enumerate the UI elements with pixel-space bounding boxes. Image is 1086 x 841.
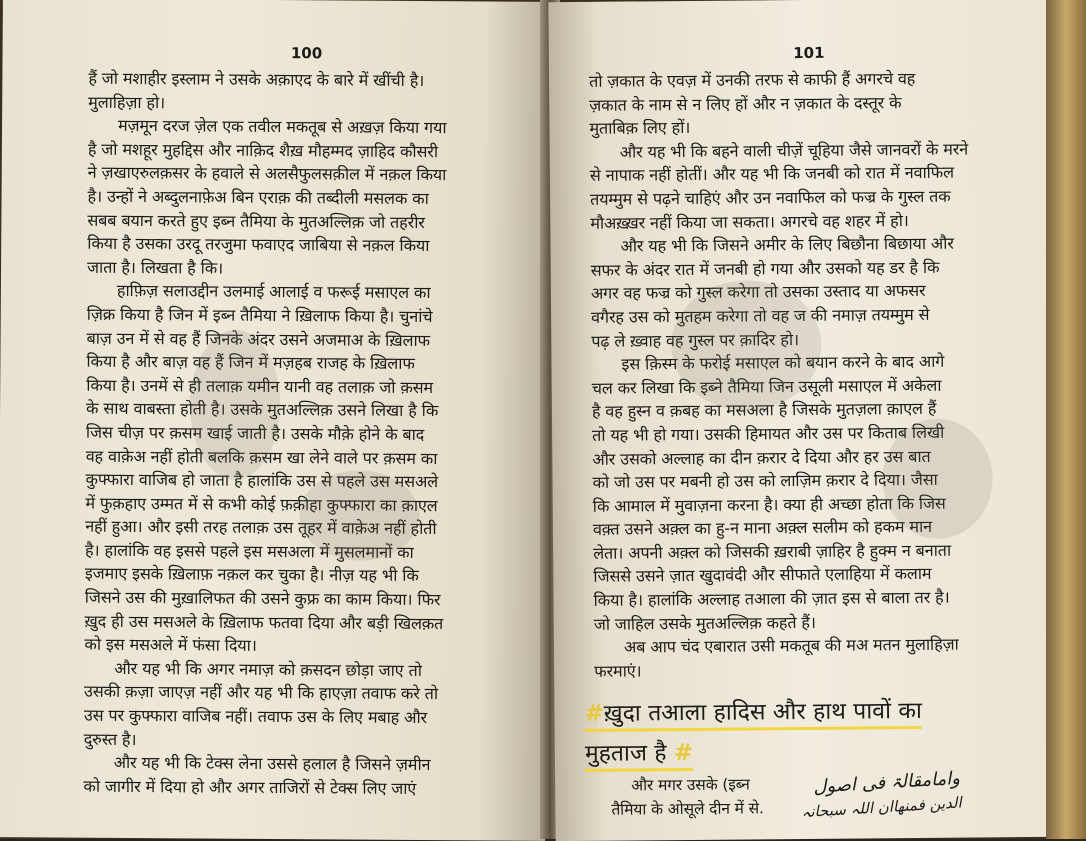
text-line: हैं जो मशाहीर इस्लाम ने उसके अक़ाएद के बारे में खींची है।: [88, 68, 425, 91]
text-line: तैमिया के ओसूले दीन में से.: [611, 799, 764, 819]
text-line: नहीं हुआ। और इसी तरह तलाक़ उस तूहर में वाक़ेअ नहीं होती: [85, 516, 437, 539]
text-line: से नापाक नहीं होतीं। और यह भी कि जनबी को रात में नवाफिल: [589, 163, 954, 186]
handwritten-urdu-line: الدین فمنھاان اللہ سبحانہ: [800, 793, 963, 822]
text-line: सफर के अंदर रात में जनबी हो गया और उसको यह डर है कि: [590, 257, 940, 280]
text-line: वगैरह उस को मुतहम करेगा तो वह ज की नमाज़ तयम्मुम से: [591, 304, 930, 327]
text-line: को जो उस पर मबनी हो उस को लाज़िम क़रार दे दिया। जैसा: [592, 469, 938, 492]
text-line: दुरुस्त है।: [83, 729, 137, 749]
text-line: और यह भी कि टेक्स लेना उससे हलाल है जिसने ज़मीन: [113, 753, 431, 775]
text-line: को इस मसअले में फंसा दिया।: [84, 634, 257, 656]
text-line: किया है। उनमें से ही तलाक़ यमीन यानी वह तलाक़ जो क़सम: [86, 375, 434, 397]
text-line: किया है उसका उरदू तरजुमा फवाएद जाबिया से नक़ल किया: [87, 233, 430, 256]
section-heading-cont: [585, 733, 1035, 771]
text-line: तो ज़कात के एवज़ में उनकी तरफ से काफी हैं अगरचे वह: [588, 68, 916, 91]
highlight-hash-mark: #: [673, 740, 694, 767]
text-line: वक़्त उसने अक़्ल का हु-न माना अक़्ल सलीम को हकम मान: [592, 517, 933, 540]
text-line: अगर वह फज्र को गुस्ल करेगा तो उसका उस्ताद या अफसर: [590, 281, 926, 304]
right-page-text: [589, 66, 1034, 683]
text-line: इजमाए इसके ख़िलाफ़ नक़ल कर चुका है। नीज़ यह भी कि: [84, 564, 419, 586]
text-line: कुफ्फारा वाजिब हो जाता है हालांकि उस से पहले उस मसअले: [85, 469, 439, 492]
text-line: जो जाहिल उसके मुतअल्लिक़ कहते हैं।: [593, 612, 816, 634]
text-line: लेता। अपनी अक़्ल को जिसकी ख़राबी ज़ाहिर है हुक्म न बनाता: [593, 540, 952, 563]
text-line: जाता है। लिखता है कि।: [86, 257, 224, 278]
text-line: बाज़ उन में से वह हैं जिनके अंदर उसने अजमाअ के ख़िलाफ: [86, 328, 430, 350]
text-line: जिससे उसने ज़ात खुदावंदी और सीफाते एलाहिया में कलाम: [593, 564, 932, 587]
text-line: को जागीर में दिया हो और अगर ताजिरों से टेक्स लिए जाएं: [83, 776, 417, 798]
text-line: मुलाहिज़ा हो।: [88, 92, 166, 112]
text-line: चल कर लिखा कि इब्ने तैमिया जिन उसूली मसाएल में अकेला: [591, 375, 942, 398]
right-page: [548, 0, 1055, 841]
page-number: 100: [290, 44, 323, 63]
text-line: मज़मून दरज ज़ेल एक तवील मकतूब से अख़ज़ किया गया: [117, 116, 447, 138]
text-line: उस पर कुफ्फारा वाजिब नहीं। तवाफ उस के लिए मबाह और: [83, 705, 428, 728]
highlight-hash-mark: #: [584, 701, 604, 728]
text-line: जिसने उस की मुख़ालिफत की उसने कुफ्र का काम किया। फिर: [84, 587, 441, 610]
handwritten-urdu-line: وامامقالۃ فی اصول: [812, 768, 961, 799]
page-number: 101: [793, 43, 825, 63]
text-line: मुताबिक़ लिए हों।: [589, 118, 691, 139]
text-line: उसकी क़ज़ा जाएज़ नहीं और यह भी कि हाएज़ा तवाफ करे तो: [84, 682, 439, 704]
text-line: है। उन्हों ने अब्दुलनाफ़ेअ बिन एराक़ की तब्दीली मसलक का: [87, 186, 429, 209]
section-heading: [584, 693, 1034, 731]
text-line: और यह भी कि अगर नमाज़ को क़सदन छोड़ा जाए तो: [114, 658, 422, 680]
text-line: किया है और बाज़ वह हैं जिन में मज़हब राजह के ख़िलाफ: [86, 351, 415, 374]
text-line: और यह भी कि जिसने अमीर के लिए बिछौना बिछाया और: [620, 233, 954, 256]
text-line: मौअख़्ख़र नहीं किया जा सकता। अगरचे वह शहर में हो।: [590, 210, 909, 233]
text-line: और यह भी कि बहने वाली चीज़ें चूहिया जैसे जानवरों के मरने: [619, 139, 969, 162]
text-line: ने ज़खाएरुलक़सर के हवाले से अलसैफुलसक़ील में नक़ल किया: [87, 163, 447, 185]
text-line: तो यह भी हो गया। उसकी हिमायत और उस पर किताब लिखी: [592, 422, 945, 445]
text-line: है। हालांकि वह इससे पहले इस मसअला में मुसलमानों का: [85, 540, 414, 562]
text-line: जिस चीज़ पर क़सम खाई जाती है। उसके मौक़े होने के बाद: [85, 422, 425, 444]
heading-line-1: ख़ुदा तआला हादिस और हाथ पावों का: [603, 698, 923, 728]
text-line: है वह हुस्न व क़बह का मसअला है जिसके मुतज़ला क़ाएल हैं: [591, 399, 937, 422]
text-line: है जो मशहूर मुहद्दिस और नाक़िद शैख़ मौहम्मद ज़ाहिद कौसरी: [87, 139, 439, 161]
text-line: में फुक़हाए उम्मत में से कभी कोई फ़क़ीहा कुफ्फारा का क़ाएल: [85, 493, 438, 515]
text-line: इस क़िस्म के फरोई मसाएल को बयान करने के बाद आगे: [621, 351, 945, 374]
text-line: ज़कात के नाम से न लिए हों और न ज़कात के दस्तूर के: [589, 92, 902, 115]
text-line: पढ़ ले ख़्वाह वह गुस्ल पर क़ादिर हो।: [591, 329, 800, 351]
text-line: हाफ़िज़ सलाउद्दीन उलमाई आलाई व फरूई मसाएल का: [116, 281, 431, 303]
text-line: वह वाक़ेअ नहीं होती बलकि क़सम खा लेने वाले पर क़सम का: [85, 446, 438, 468]
book-edge: [1046, 0, 1086, 839]
text-line: और मगर उसके (इब्न: [631, 775, 750, 795]
text-line: और उसको अल्लाह का दीन क़रार दे दिया और हर उस बात: [592, 446, 931, 469]
text-line: किया है। हालांकि अल्लाह तआला की ज़ात इस से बाला तर है।: [593, 587, 950, 610]
heading-line-2: मुहताज है: [584, 740, 667, 768]
text-line: कि आमाल में मुवाज़ना करना है। क्या ही अच्छा होता कि जिस: [592, 493, 946, 516]
text-line: अब आप चंद एबारात उसी मकतूब की मअ मतन मुलाहिज़ा: [623, 634, 959, 657]
text-line: सबब बयान करते हुए इब्न तैमिया के मुतअल्लिक़ जो तहरीर: [87, 210, 425, 232]
text-line: ख़ुद ही उस मसअले के ख़िलाफ फतवा दिया और बड़ी खिलक़त: [84, 611, 444, 633]
left-page-text: [83, 67, 524, 801]
text-line: फरमाएं।: [594, 661, 642, 681]
text-line: ज़िक्र किया है जिन में इब्न तैमिया ने ख़िलाफ किया है। चुनांचे: [86, 304, 433, 327]
handwritten-note-block: [595, 768, 1035, 822]
text-line: तयम्मुम से पढ़ने चाहिएं और उन नवाफिल को फज्र के गुस्ल तक: [589, 186, 951, 209]
text-line: के साथ वाबस्ता होती है। उसके मुतअल्लिक़ उसने लिखा है कि: [86, 399, 439, 421]
